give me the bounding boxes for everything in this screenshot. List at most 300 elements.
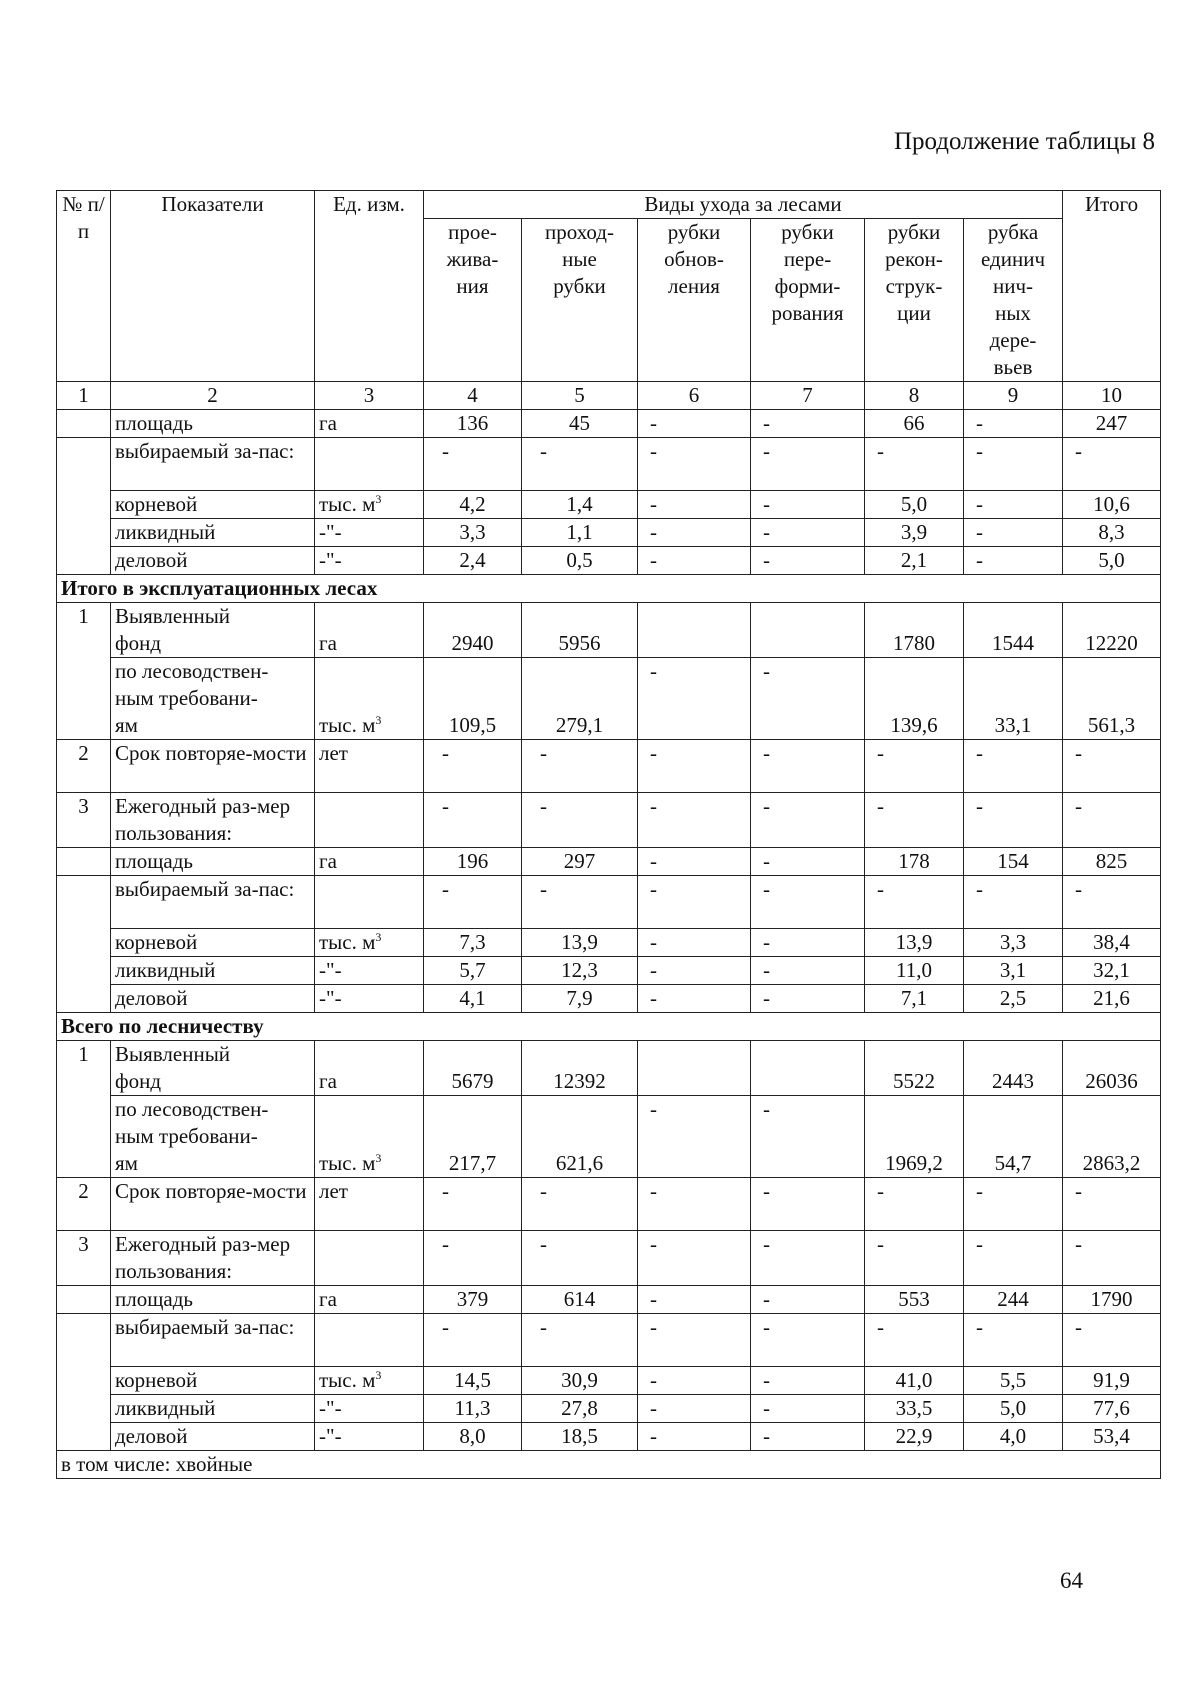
value-cell: 13,9 — [522, 929, 638, 957]
indicator-label: ликвидный — [111, 519, 315, 547]
unit-cell — [315, 519, 424, 547]
value-cell: - — [424, 1314, 522, 1367]
unit-text: лет — [319, 1179, 348, 1203]
value-cell: - — [638, 929, 751, 957]
value-cell: - — [865, 1314, 964, 1367]
unit-text: тыс. м — [319, 1151, 376, 1175]
value-cell: - — [638, 985, 751, 1013]
column-number: 10 — [1063, 382, 1161, 410]
value-cell: 12220 — [1063, 603, 1161, 658]
unit-cell — [315, 547, 424, 575]
footer-text: в том числе: хвойные — [57, 1451, 1161, 1479]
indicator-label: ликвидный — [111, 957, 315, 985]
row-number: 2 — [57, 740, 111, 793]
header-type-6 — [638, 219, 751, 382]
value-cell: 38,4 — [1063, 929, 1161, 957]
row-number: 3 — [57, 793, 111, 848]
header-type-5 — [522, 219, 638, 382]
value-cell: 5956 — [522, 603, 638, 658]
unit-cell — [315, 793, 424, 848]
value-cell: 3,9 — [865, 519, 964, 547]
indicator-label: Ежегодный раз-мер пользования: — [111, 793, 315, 848]
value-cell: - — [1063, 740, 1161, 793]
header-type-8 — [865, 219, 964, 382]
header-line: ции — [897, 301, 931, 325]
unit-cell — [315, 957, 424, 985]
unit-cell — [315, 438, 424, 491]
row-business — [57, 547, 1161, 575]
table-caption: Продолжение таблицы 8 — [893, 128, 1155, 155]
value-cell: - — [964, 876, 1063, 929]
label-line: ным требовани- — [115, 686, 258, 710]
unit-cell — [315, 1041, 424, 1096]
unit-cell — [315, 1395, 424, 1423]
unit-superscript: 3 — [375, 492, 382, 506]
value-cell: 45 — [522, 410, 638, 438]
value-cell: - — [424, 740, 522, 793]
value-cell: - — [751, 1096, 865, 1178]
header-line: рубки — [667, 220, 721, 244]
column-number: 6 — [638, 382, 751, 410]
unit-superscript: 3 — [375, 713, 382, 727]
header-line: ния — [456, 274, 489, 298]
label-line: Выявленный — [115, 1042, 231, 1066]
value-cell: 136 — [424, 410, 522, 438]
indicator-label: деловой — [111, 547, 315, 575]
unit-text: га — [319, 631, 337, 655]
unit-text: га — [319, 411, 337, 435]
header-line: струк- — [885, 274, 943, 298]
row-root — [57, 929, 1161, 957]
value-cell: - — [424, 1178, 522, 1231]
indicator-label: деловой — [111, 985, 315, 1013]
value-cell: 5,0 — [1063, 547, 1161, 575]
unit-text: тыс. м — [319, 492, 376, 516]
value-cell: 32,1 — [1063, 957, 1161, 985]
value-cell: - — [751, 658, 865, 740]
row-annual-use — [57, 1231, 1161, 1286]
row-found-fund — [57, 1041, 1161, 1096]
unit-text: лет — [319, 741, 348, 765]
row-no-cell — [57, 1286, 111, 1314]
unit-cell — [315, 658, 424, 740]
value-cell: - — [751, 793, 865, 848]
row-number: 1 — [57, 603, 111, 740]
value-cell: - — [1063, 438, 1161, 491]
value-cell: 3,3 — [424, 519, 522, 547]
unit-cell — [315, 740, 424, 793]
value-cell: - — [865, 438, 964, 491]
row-business — [57, 985, 1161, 1013]
row-area — [57, 410, 1161, 438]
row-liquid — [57, 519, 1161, 547]
row-root — [57, 1367, 1161, 1395]
unit-cell — [315, 1178, 424, 1231]
value-cell: - — [424, 1231, 522, 1286]
value-cell: - — [865, 1231, 964, 1286]
unit-cell — [315, 848, 424, 876]
header-line: рования — [771, 301, 844, 325]
unit-text: га — [319, 1287, 337, 1311]
value-cell: 2940 — [424, 603, 522, 658]
value-cell: - — [638, 740, 751, 793]
unit-cell — [315, 1314, 424, 1367]
value-cell: - — [751, 1231, 865, 1286]
value-cell: 5,7 — [424, 957, 522, 985]
value-cell: 11,3 — [424, 1395, 522, 1423]
header-type-7 — [751, 219, 865, 382]
value-cell: 22,9 — [865, 1423, 964, 1451]
value-cell: 4,2 — [424, 491, 522, 519]
value-cell: - — [424, 438, 522, 491]
footer-row — [57, 1451, 1161, 1479]
row-annual-use — [57, 793, 1161, 848]
value-cell: - — [964, 1178, 1063, 1231]
value-cell: - — [964, 740, 1063, 793]
value-cell: 561,3 — [1063, 658, 1161, 740]
row-requirements — [57, 658, 1161, 740]
value-cell: 0,5 — [522, 547, 638, 575]
section-title: Итого в эксплуатационных лесах — [57, 575, 1161, 603]
row-no-cell — [57, 438, 111, 575]
value-cell: - — [751, 547, 865, 575]
unit-text: -"- — [319, 520, 342, 544]
header-unit: Ед. изм. — [315, 191, 424, 382]
indicator-label: корневой — [111, 1367, 315, 1395]
indicator-label: Ежегодный раз-мер пользования: — [111, 1231, 315, 1286]
value-cell: - — [751, 410, 865, 438]
value-cell: - — [638, 1395, 751, 1423]
row-number: 2 — [57, 1178, 111, 1231]
value-cell: - — [865, 1178, 964, 1231]
value-cell: 30,9 — [522, 1367, 638, 1395]
label-line: ям — [115, 1151, 138, 1175]
value-cell: 621,6 — [522, 1096, 638, 1178]
header-type-9 — [964, 219, 1063, 382]
column-number: 7 — [751, 382, 865, 410]
row-no-cell — [57, 1314, 111, 1451]
value-cell: - — [638, 410, 751, 438]
label-line: по лесоводствен- — [115, 659, 269, 683]
value-cell: - — [964, 1314, 1063, 1367]
value-cell: 297 — [522, 848, 638, 876]
column-number: 1 — [57, 382, 111, 410]
section-title-row — [57, 1013, 1161, 1041]
column-number: 5 — [522, 382, 638, 410]
value-cell: 77,6 — [1063, 1395, 1161, 1423]
value-cell: 26036 — [1063, 1041, 1161, 1096]
value-cell: - — [751, 957, 865, 985]
indicator-label: Срок повторяе-мости — [111, 740, 315, 793]
forest-care-table — [56, 190, 1161, 1479]
value-cell: - — [865, 876, 964, 929]
value-cell: - — [964, 438, 1063, 491]
unit-text: -"- — [319, 548, 342, 572]
unit-cell — [315, 491, 424, 519]
value-cell: 14,5 — [424, 1367, 522, 1395]
row-area — [57, 1286, 1161, 1314]
label-line: ным требовани- — [115, 1124, 258, 1148]
indicator-label: ликвидный — [111, 1395, 315, 1423]
value-cell: 247 — [1063, 410, 1161, 438]
indicator-label — [111, 603, 315, 658]
header-line: ные — [562, 247, 597, 271]
header-care-types: Виды ухода за лесами — [424, 191, 1063, 219]
value-cell: 2,1 — [865, 547, 964, 575]
value-cell: - — [751, 1314, 865, 1367]
value-cell: - — [522, 876, 638, 929]
table-body — [57, 191, 1161, 1479]
value-cell: 33,5 — [865, 1395, 964, 1423]
value-cell: - — [638, 1096, 751, 1178]
column-number: 4 — [424, 382, 522, 410]
unit-text: -"- — [319, 986, 342, 1010]
value-cell: - — [751, 740, 865, 793]
value-cell: - — [964, 491, 1063, 519]
row-liquid — [57, 957, 1161, 985]
unit-text: тыс. м — [319, 1368, 376, 1392]
unit-text: тыс. м — [319, 713, 376, 737]
value-cell: - — [638, 1178, 751, 1231]
value-cell: 5,0 — [865, 491, 964, 519]
value-cell: 54,7 — [964, 1096, 1063, 1178]
value-cell: - — [522, 438, 638, 491]
value-cell: - — [751, 519, 865, 547]
value-cell: - — [638, 438, 751, 491]
section-title: Всего по лесничеству — [57, 1013, 1161, 1041]
value-cell: 21,6 — [1063, 985, 1161, 1013]
value-cell — [751, 603, 865, 658]
unit-text: -"- — [319, 958, 342, 982]
unit-text: тыс. м — [319, 930, 376, 954]
column-number: 9 — [964, 382, 1063, 410]
row-no-cell — [57, 876, 111, 1013]
header-line: обнов- — [664, 247, 724, 271]
header-line: ных — [995, 301, 1031, 325]
value-cell: 1790 — [1063, 1286, 1161, 1314]
value-cell: - — [751, 1423, 865, 1451]
row-repeat-period — [57, 1178, 1161, 1231]
section-title-row — [57, 575, 1161, 603]
row-number: 1 — [57, 1041, 111, 1178]
value-cell: - — [1063, 1314, 1161, 1367]
unit-cell — [315, 985, 424, 1013]
column-number: 3 — [315, 382, 424, 410]
value-cell: - — [1063, 876, 1161, 929]
label-line: ям — [115, 713, 138, 737]
value-cell: 1780 — [865, 603, 964, 658]
value-cell: - — [638, 547, 751, 575]
header-line: форми- — [774, 274, 841, 298]
value-cell: - — [1063, 793, 1161, 848]
value-cell: - — [964, 547, 1063, 575]
value-cell: - — [751, 1178, 865, 1231]
value-cell: - — [751, 491, 865, 519]
header-line: нич- — [992, 274, 1034, 298]
value-cell: - — [865, 793, 964, 848]
header-line: дере- — [989, 328, 1037, 352]
value-cell: - — [964, 410, 1063, 438]
header-line: проход- — [545, 220, 614, 244]
value-cell: 2,5 — [964, 985, 1063, 1013]
value-cell: - — [1063, 1231, 1161, 1286]
unit-cell — [315, 603, 424, 658]
value-cell: - — [638, 519, 751, 547]
value-cell: 825 — [1063, 848, 1161, 876]
value-cell: 217,7 — [424, 1096, 522, 1178]
value-cell: - — [638, 957, 751, 985]
column-number: 8 — [865, 382, 964, 410]
value-cell: - — [424, 793, 522, 848]
value-cell: 5,0 — [964, 1395, 1063, 1423]
label-line: фонд — [115, 631, 162, 655]
value-cell: 109,5 — [424, 658, 522, 740]
value-cell: - — [964, 1231, 1063, 1286]
header-no: № п/п — [57, 191, 111, 382]
unit-cell — [315, 1286, 424, 1314]
value-cell: - — [638, 1286, 751, 1314]
value-cell: 2,4 — [424, 547, 522, 575]
header-line: вьев — [993, 355, 1033, 379]
value-cell: 2863,2 — [1063, 1096, 1161, 1178]
value-cell: - — [638, 876, 751, 929]
indicator-label: выбираемый за-пас: — [111, 1314, 315, 1367]
indicator-label: Срок повторяе-мости — [111, 1178, 315, 1231]
value-cell: 3,1 — [964, 957, 1063, 985]
value-cell: 33,1 — [964, 658, 1063, 740]
value-cell: - — [638, 1367, 751, 1395]
value-cell: - — [638, 848, 751, 876]
value-cell — [638, 1041, 751, 1096]
indicator-label: площадь — [111, 848, 315, 876]
value-cell: 27,8 — [522, 1395, 638, 1423]
unit-text: га — [319, 849, 337, 873]
value-cell: 91,9 — [1063, 1367, 1161, 1395]
column-number-row — [57, 382, 1161, 410]
header-line: рубки — [781, 220, 834, 244]
value-cell: 13,9 — [865, 929, 964, 957]
value-cell: 8,3 — [1063, 519, 1161, 547]
header-line: рубки — [887, 220, 941, 244]
row-number: 3 — [57, 1231, 111, 1286]
indicator-label: деловой — [111, 1423, 315, 1451]
header-line: рекон- — [885, 247, 943, 271]
value-cell: - — [638, 793, 751, 848]
value-cell: - — [964, 519, 1063, 547]
unit-cell — [315, 1096, 424, 1178]
row-repeat-period — [57, 740, 1161, 793]
value-cell: 5679 — [424, 1041, 522, 1096]
unit-cell — [315, 876, 424, 929]
value-cell: - — [522, 793, 638, 848]
row-found-fund — [57, 603, 1161, 658]
value-cell: - — [522, 1314, 638, 1367]
value-cell: 3,3 — [964, 929, 1063, 957]
value-cell: - — [522, 740, 638, 793]
row-business — [57, 1423, 1161, 1451]
value-cell: 244 — [964, 1286, 1063, 1314]
page-number: 64 — [1060, 1568, 1083, 1593]
value-cell: 1544 — [964, 603, 1063, 658]
value-cell: - — [638, 491, 751, 519]
value-cell: - — [751, 1367, 865, 1395]
unit-cell — [315, 1231, 424, 1286]
row-stock — [57, 1314, 1161, 1367]
value-cell: - — [522, 1178, 638, 1231]
header-row-group — [57, 191, 1161, 219]
label-line: по лесоводствен- — [115, 1097, 269, 1121]
value-cell: 7,1 — [865, 985, 964, 1013]
value-cell: - — [638, 658, 751, 740]
header-line: рубки — [553, 274, 606, 298]
value-cell: - — [751, 876, 865, 929]
value-cell: - — [751, 438, 865, 491]
indicator-label: площадь — [111, 410, 315, 438]
value-cell: - — [424, 876, 522, 929]
value-cell: - — [964, 793, 1063, 848]
value-cell: - — [751, 1395, 865, 1423]
header-line: рубка — [987, 220, 1039, 244]
header-indicators: Показатели — [111, 191, 315, 382]
label-line: фонд — [115, 1069, 162, 1093]
value-cell: 8,0 — [424, 1423, 522, 1451]
indicator-label — [111, 1041, 315, 1096]
value-cell: - — [751, 985, 865, 1013]
value-cell: 5,5 — [964, 1367, 1063, 1395]
row-stock — [57, 876, 1161, 929]
value-cell: 553 — [865, 1286, 964, 1314]
header-type-4 — [424, 219, 522, 382]
value-cell: 614 — [522, 1286, 638, 1314]
value-cell: 2443 — [964, 1041, 1063, 1096]
value-cell: - — [751, 1286, 865, 1314]
unit-text: га — [319, 1069, 337, 1093]
value-cell: - — [522, 1231, 638, 1286]
unit-cell — [315, 410, 424, 438]
value-cell: 12,3 — [522, 957, 638, 985]
value-cell: 7,3 — [424, 929, 522, 957]
value-cell: - — [865, 740, 964, 793]
value-cell: 41,0 — [865, 1367, 964, 1395]
header-line: пере- — [783, 247, 832, 271]
row-no-cell — [57, 410, 111, 438]
header-line: жива- — [446, 247, 499, 271]
indicator-label: выбираемый за-пас: — [111, 438, 315, 491]
indicator-label: выбираемый за-пас: — [111, 876, 315, 929]
value-cell: - — [751, 929, 865, 957]
value-cell: 196 — [424, 848, 522, 876]
row-liquid — [57, 1395, 1161, 1423]
value-cell: 18,5 — [522, 1423, 638, 1451]
label-line: Выявленный — [115, 604, 231, 628]
unit-cell — [315, 1367, 424, 1395]
value-cell: 53,4 — [1063, 1423, 1161, 1451]
indicator-label: корневой — [111, 929, 315, 957]
value-cell: 4,0 — [964, 1423, 1063, 1451]
unit-superscript: 3 — [375, 1368, 382, 1382]
row-requirements — [57, 1096, 1161, 1178]
value-cell: 154 — [964, 848, 1063, 876]
value-cell: 1,1 — [522, 519, 638, 547]
indicator-label — [111, 658, 315, 740]
unit-text: -"- — [319, 1424, 342, 1448]
value-cell: 4,1 — [424, 985, 522, 1013]
value-cell: 10,6 — [1063, 491, 1161, 519]
unit-cell — [315, 929, 424, 957]
unit-text: -"- — [319, 1396, 342, 1420]
value-cell: 7,9 — [522, 985, 638, 1013]
value-cell: 379 — [424, 1286, 522, 1314]
